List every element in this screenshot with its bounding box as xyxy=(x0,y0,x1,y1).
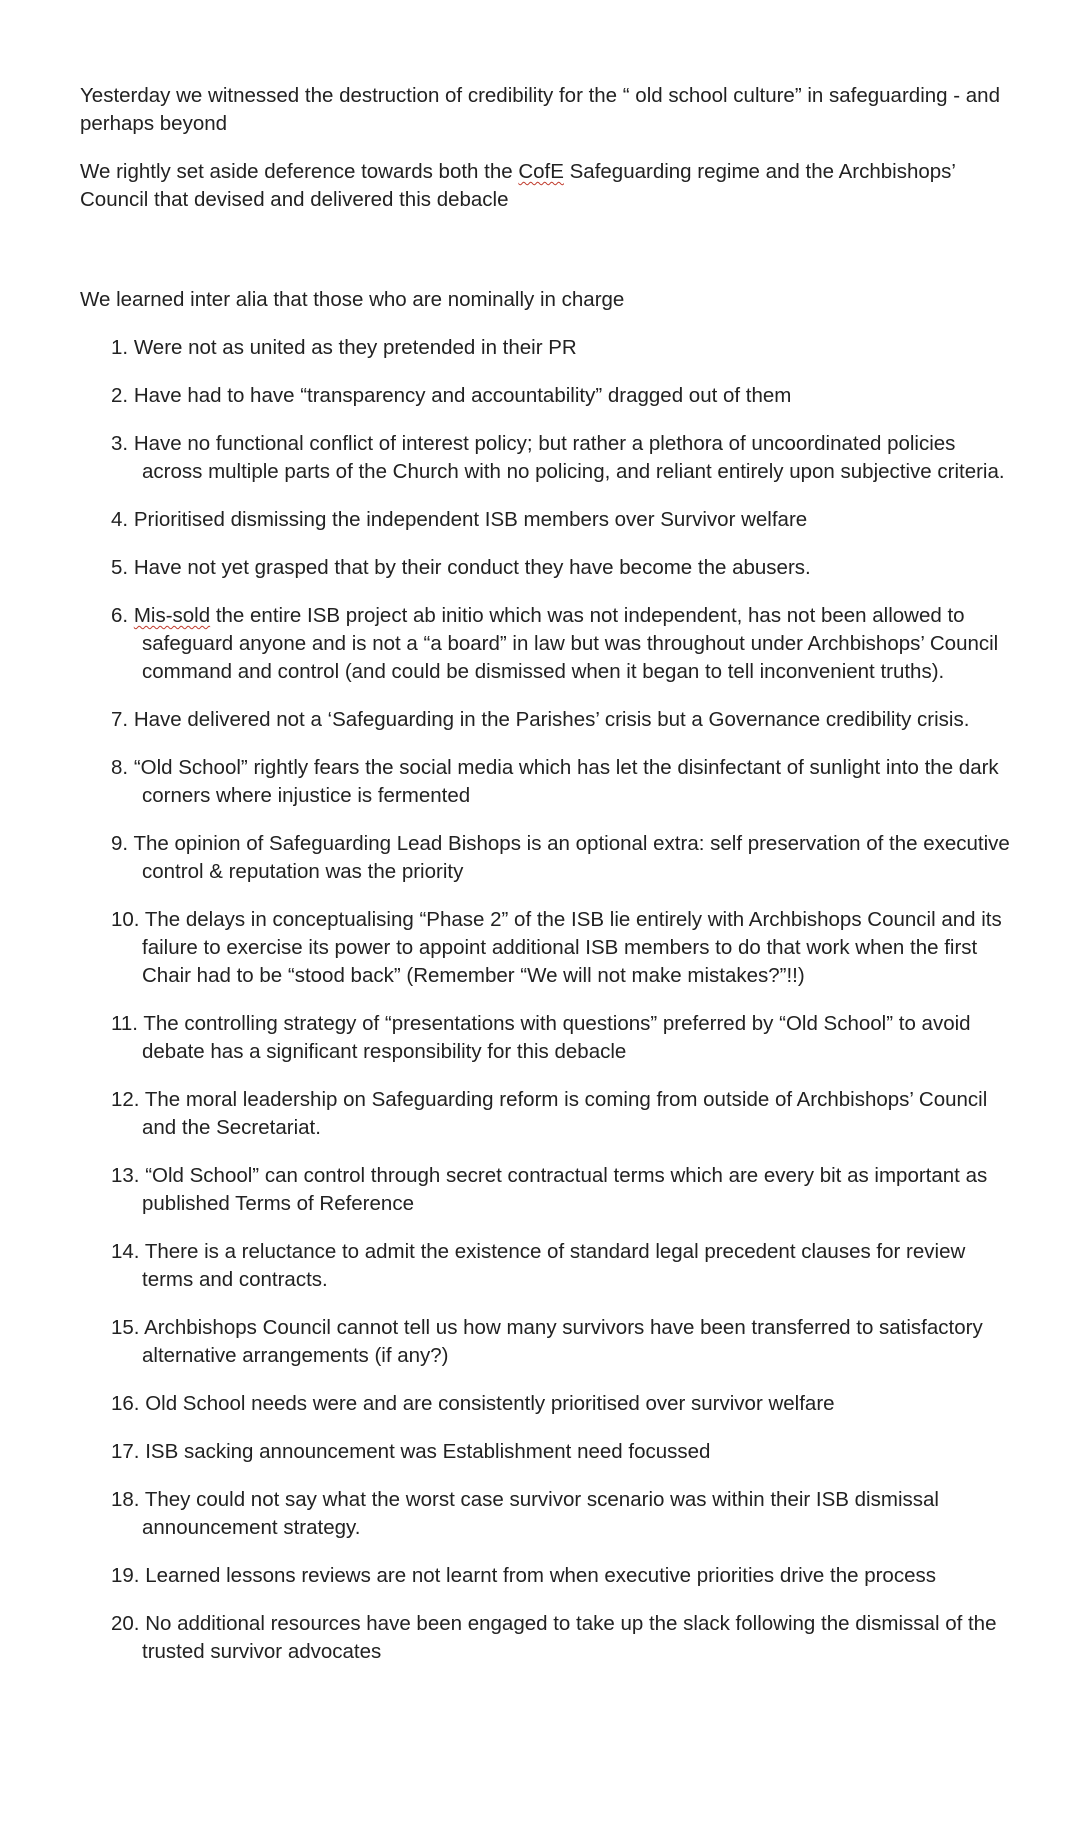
list-item xyxy=(111,334,1010,362)
list-item xyxy=(111,906,1010,990)
list-item xyxy=(111,602,1010,686)
list-item-text: Have delivered not a ‘Safeguarding in the Parishes’ crisis but a Governance credibility crisis. xyxy=(133,708,970,731)
spellcheck-flagged-word: CofE xyxy=(518,160,564,183)
list-item-text: Have no functional conflict of interest policy; but rather a plethora of uncoordinated policies across multiple parts of the Church with no policing, and reliant entirely upon subjective criteria. xyxy=(133,432,1005,483)
list-item-number: 11. xyxy=(111,1012,138,1035)
list-item-number: 5. xyxy=(111,556,129,579)
list-item-number: 19. xyxy=(111,1564,140,1587)
spellcheck-flagged-word: Mis-sold xyxy=(133,604,211,627)
list-item-text: the entire ISB project ab initio which was not independent, has not been allowed to safeguard anyone and is not a “a board” in law but was throughout under Archbishops’ Council command and control (and could be dismissed when it began to tell inconvenient truths). xyxy=(142,604,999,683)
list-item-text: The delays in conceptualising “Phase 2” of the ISB lie entirely with Archbishops Council and its failure to exercise its power to appoint additional ISB members to do that work when the first Chair had to be “stood back” (Remember “We will not make mistakes?”!!) xyxy=(142,908,1002,987)
list-item-text: They could not say what the worst case survivor scenario was within their ISB dismissal announcement strategy. xyxy=(142,1488,939,1539)
list-item xyxy=(111,430,1010,486)
list-item-number: 8. xyxy=(111,756,129,779)
list-item-number: 20. xyxy=(111,1612,140,1635)
list-item-text: Prioritised dismissing the independent ISB members over Survivor welfare xyxy=(133,508,808,531)
list-item xyxy=(111,1562,1010,1590)
list-item-text: The controlling strategy of “presentations with questions” preferred by “Old School” to avoid debate has a significant responsibility for this debacle xyxy=(142,1012,971,1063)
list-item xyxy=(111,1086,1010,1142)
list-item xyxy=(111,1238,1010,1294)
list-item xyxy=(111,554,1010,582)
list-item-text: No additional resources have been engaged to take up the slack following the dismissal of the trusted survivor advocates xyxy=(142,1612,997,1663)
list-item xyxy=(111,1610,1010,1666)
document-body xyxy=(80,82,1010,1686)
list-item-number: 3. xyxy=(111,432,129,455)
list-item xyxy=(111,382,1010,410)
deference-text-after: Safeguarding regime and the Archbishops’ Council that devised and delivered this debacle xyxy=(80,160,956,211)
list-item xyxy=(111,830,1010,886)
list-item-text: ISB sacking announcement was Establishment need focussed xyxy=(145,1440,711,1463)
list-item-number: 2. xyxy=(111,384,129,407)
list-item-number: 10. xyxy=(111,908,140,931)
list-item-number: 6. xyxy=(111,604,129,627)
list-item-number: 13. xyxy=(111,1164,140,1187)
list-item-text: The moral leadership on Safeguarding reform is coming from outside of Archbishops’ Council and the Secretariat. xyxy=(142,1088,988,1139)
list-item-number: 4. xyxy=(111,508,129,531)
list-item-number: 7. xyxy=(111,708,129,731)
list-item-text: Have not yet grasped that by their conduct they have become the abusers. xyxy=(133,556,811,579)
list-item-number: 1. xyxy=(111,336,129,359)
list-item-text: Learned lessons reviews are not learnt from when executive priorities drive the process xyxy=(145,1564,936,1587)
findings-list xyxy=(80,334,1010,1666)
list-item-text: There is a reluctance to admit the existence of standard legal precedent clauses for review terms and contracts. xyxy=(142,1240,966,1291)
list-item-number: 18. xyxy=(111,1488,140,1511)
deference-text-before: We rightly set aside deference towards both the xyxy=(80,160,519,183)
list-item-text: “Old School” rightly fears the social media which has let the disinfectant of sunlight into the dark corners where injustice is fermented xyxy=(133,756,999,807)
list-item xyxy=(111,754,1010,810)
list-item xyxy=(111,506,1010,534)
list-item-number: 16. xyxy=(111,1392,140,1415)
list-intro: We learned inter alia that those who are nominally in charge xyxy=(80,288,625,311)
list-item xyxy=(111,1438,1010,1466)
list-item xyxy=(111,1314,1010,1370)
deference-paragraph xyxy=(80,158,1010,214)
list-item xyxy=(111,706,1010,734)
list-item-number: 12. xyxy=(111,1088,140,1111)
list-item-text: The opinion of Safeguarding Lead Bishops is an optional extra: self preservation of the executive control & reputation was the priority xyxy=(133,832,1010,883)
list-item xyxy=(111,1010,1010,1066)
list-item-number: 15. xyxy=(111,1316,140,1339)
list-item-number: 14. xyxy=(111,1240,140,1263)
list-item-text: Have had to have “transparency and accountability” dragged out of them xyxy=(133,384,792,407)
list-item-number: 9. xyxy=(111,832,129,855)
list-item-number: 17. xyxy=(111,1440,140,1463)
list-item xyxy=(111,1390,1010,1418)
list-item-text: Old School needs were and are consistently prioritised over survivor welfare xyxy=(145,1392,835,1415)
opening-paragraph: Yesterday we witnessed the destruction of credibility for the “ old school culture” in safeguarding - and perhaps beyond xyxy=(80,84,1000,135)
list-item-text: Archbishops Council cannot tell us how many survivors have been transferred to satisfactory alternative arrangements (if any?) xyxy=(142,1316,983,1367)
list-item-text: “Old School” can control through secret contractual terms which are every bit as important as published Terms of Reference xyxy=(142,1164,988,1215)
list-item xyxy=(111,1486,1010,1542)
list-item-text: Were not as united as they pretended in their PR xyxy=(133,336,577,359)
list-item xyxy=(111,1162,1010,1218)
